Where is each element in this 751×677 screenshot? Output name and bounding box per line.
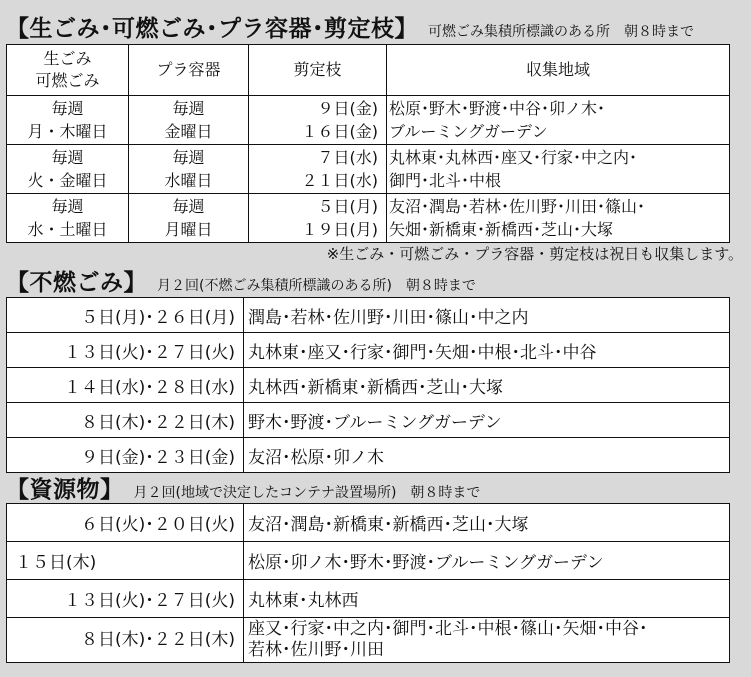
- section-recyclables-header: [6, 471, 480, 504]
- pruning-dates-cell: [249, 145, 387, 194]
- areas-cell: [387, 194, 730, 243]
- cell-text: 毎週 火・金曜日: [27, 148, 108, 190]
- collection-dates-cell: ５日(月)･２６日(月): [7, 298, 244, 333]
- collection-dates-cell: ９日(金)･２３日(金): [7, 438, 244, 473]
- section-nonburnable-note: 月２回(不燃ごみ集積所標識のある所) 朝８時まで: [157, 278, 476, 294]
- areas-cell: 野木･野渡･ブルーミングガーデン: [244, 403, 730, 438]
- table-row: [7, 194, 730, 243]
- burnable-days-cell: [7, 145, 129, 194]
- table-row: [7, 438, 730, 473]
- table-row: [7, 580, 730, 618]
- table-row: [7, 333, 730, 368]
- cell-text: ５日(月) １９日(月): [301, 197, 378, 239]
- section-recyclables-title: 【資源物】: [6, 477, 124, 503]
- cell-text: 丸林東･丸林西･座又･行家･中之内･ 御門･北斗･中根: [389, 148, 638, 190]
- collection-dates-cell: １３日(火)･２７日(火): [7, 333, 244, 368]
- section-burnable-title: 【生ごみ･可燃ごみ･プラ容器･剪定枝】: [6, 16, 418, 42]
- cell-text: 座又･行家･中之内･御門･北斗･中根･篠山･矢畑･中谷･ 若林･佐川野･川田: [248, 619, 648, 660]
- collection-dates-cell: １４日(水)･２８日(水): [7, 368, 244, 403]
- plastic-days-cell: [129, 194, 249, 243]
- recyclables-schedule-table: [6, 503, 730, 663]
- cell-text: ７日(水) ２１日(水): [301, 148, 378, 190]
- table-row: [7, 145, 730, 194]
- plastic-days-cell: [129, 96, 249, 145]
- areas-cell: 友沼･松原･卯ノ木: [244, 438, 730, 473]
- pruning-dates-cell: [249, 194, 387, 243]
- cell-text: 松原･野木･野渡･中谷･卯ノ木･ ブルーミングガーデン: [389, 99, 606, 141]
- collection-dates-cell: [7, 618, 244, 663]
- pruning-dates-cell: [249, 96, 387, 145]
- areas-cell: 丸林東･座又･行家･御門･矢畑･中根･北斗･中谷: [244, 333, 730, 368]
- cell-text: 毎週 金曜日: [164, 99, 213, 141]
- cell-text: 毎週 月・木曜日: [27, 99, 108, 141]
- cell-text: 毎週 水曜日: [164, 148, 213, 190]
- section-nonburnable-title: 【不燃ごみ】: [6, 270, 147, 296]
- table-row: [7, 368, 730, 403]
- cell-text: 生ごみ 可燃ごみ: [35, 49, 100, 90]
- table-row: [7, 504, 730, 542]
- section-burnable-header: [6, 10, 694, 43]
- areas-cell: 丸林西･新橋東･新橋西･芝山･大塚: [244, 368, 730, 403]
- burnable-schedule-table: [6, 44, 730, 243]
- table-row: [7, 298, 730, 333]
- table-row: [7, 96, 730, 145]
- areas-cell: 潤島･若林･佐川野･川田･篠山･中之内: [244, 298, 730, 333]
- areas-cell: [387, 145, 730, 194]
- cell-text: 毎週 水・土曜日: [27, 197, 108, 239]
- table-row: [7, 542, 730, 580]
- areas-cell: [387, 96, 730, 145]
- collection-dates-cell: １５日(木): [7, 542, 244, 580]
- collection-dates-cell: ６日(火)･２０日(火): [7, 504, 244, 542]
- column-header-pruning: [249, 45, 387, 96]
- column-header-burnable: [7, 45, 129, 96]
- cell-text: ９日(金) １６日(金): [301, 99, 378, 141]
- nonburnable-schedule-table: [6, 297, 730, 473]
- cell-text: プラ容器: [156, 60, 221, 79]
- areas-cell: 松原･卯ノ木･野木･野渡･ブルーミングガーデン: [244, 542, 730, 580]
- holiday-footnote: ※生ごみ・可燃ごみ・プラ容器・剪定枝は祝日も収集します。: [326, 245, 743, 263]
- burnable-days-cell: [7, 194, 129, 243]
- column-header-plastic: [129, 45, 249, 96]
- cell-text: 剪定枝: [293, 60, 342, 79]
- section-nonburnable-header: [6, 264, 476, 297]
- section-burnable-note: 可燃ごみ集積所標識のある所 朝８時まで: [428, 24, 694, 40]
- section-recyclables-note: 月２回(地域で決定したコンテナ設置場所) 朝８時まで: [133, 485, 481, 501]
- areas-cell: 丸林東･丸林西: [244, 580, 730, 618]
- table-row: [7, 403, 730, 438]
- cell-text: 収集地域: [525, 60, 590, 79]
- table-row: [7, 618, 730, 663]
- cell-text: 友沼･潤島･若林･佐川野･川田･篠山･ 矢畑･新橋東･新橋西･芝山･大塚: [389, 197, 646, 239]
- burnable-days-cell: [7, 96, 129, 145]
- areas-cell: [244, 618, 730, 663]
- areas-cell: 友沼･潤島･新橋東･新橋西･芝山･大塚: [244, 504, 730, 542]
- table-header-row: [7, 45, 730, 96]
- collection-dates-cell: ８日(木)･２２日(木): [7, 403, 244, 438]
- plastic-days-cell: [129, 145, 249, 194]
- cell-text: ８日(木)･２２日(木): [80, 629, 235, 650]
- collection-dates-cell: １３日(火)･２７日(火): [7, 580, 244, 618]
- column-header-areas: [387, 45, 730, 96]
- cell-text: 毎週 月曜日: [164, 197, 213, 239]
